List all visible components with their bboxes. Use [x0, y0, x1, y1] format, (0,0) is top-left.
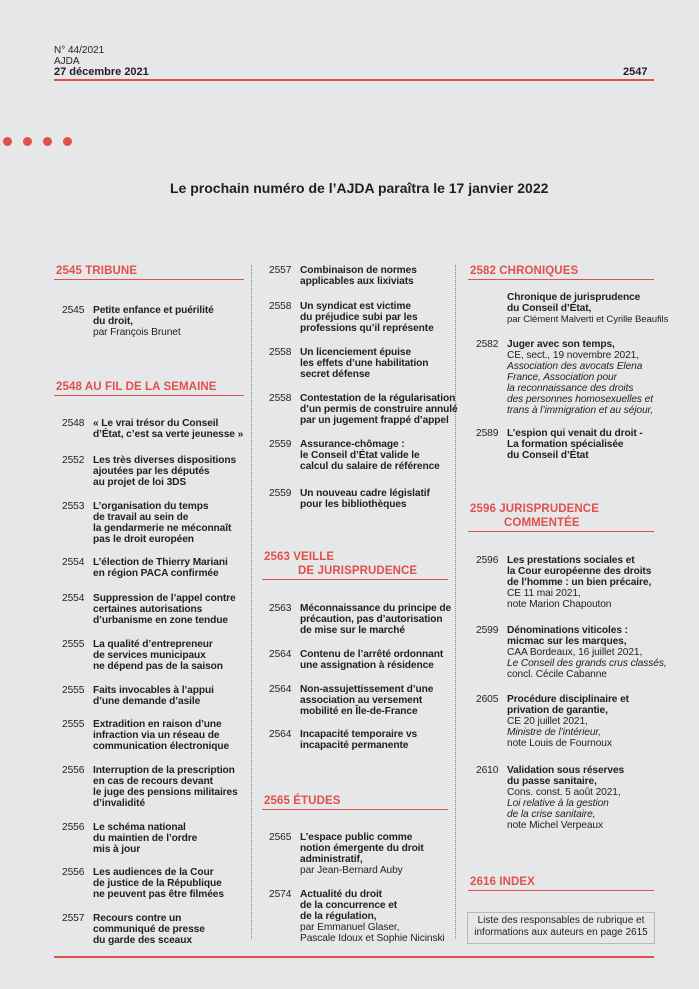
journal-name: AJDA — [54, 56, 80, 67]
entry-title: du passe sanitaire, — [507, 776, 597, 787]
entry-page: 2556 — [62, 822, 85, 833]
entry-ref: CE, sect., 19 novembre 2021, — [507, 350, 639, 361]
entry-page: 2552 — [62, 455, 85, 466]
entry-title: Les prestations sociales et — [507, 555, 635, 566]
entry-title: les effets d’une habilitation — [300, 358, 429, 369]
entry-title: de la régulation, — [300, 911, 377, 922]
entry-title: Méconnaissance du principe de — [300, 603, 452, 614]
entry-title: micmac sur les marques, — [507, 636, 627, 647]
entry-detail: CAA Bordeaux, 16 juillet 2021, — [507, 647, 643, 658]
entry-page: 2564 — [269, 649, 292, 660]
page-number: 2547 — [623, 66, 648, 78]
entry-title: « Le vrai trésor du Conseil — [93, 418, 219, 429]
decorative-dot — [23, 137, 32, 146]
entry-page: 2605 — [476, 694, 499, 705]
entry-title: ne peuvent pas être filmées — [93, 889, 224, 900]
entry-title: par un jugement frappé d’appel — [300, 415, 449, 426]
section-title-veille — [264, 550, 417, 578]
section-title-au-fil: 2548 AU FIL DE LA SEMAINE — [56, 381, 217, 393]
entry-detail: Ministre de l’intérieur, — [507, 727, 601, 738]
section-rule — [468, 531, 654, 532]
entry-party: la reconnaissance des droits — [507, 383, 634, 394]
entry-title: privation de garantie, — [507, 705, 608, 716]
entry-title: ajoutées par les députés — [93, 466, 210, 477]
entry-detail: CE 20 juillet 2021, — [507, 716, 588, 727]
entry-title: au projet de loi 3DS — [93, 477, 187, 488]
entry-title: La qualité d’entrepreneur — [93, 639, 213, 650]
entry-page: 2582 — [476, 339, 499, 350]
entry-title: le juge des pensions militaires — [93, 787, 238, 798]
entry-detail: de la crise sanitaire, — [507, 809, 596, 820]
entry-title: Contestation de la régularisation — [300, 393, 456, 404]
entry-page: 2545 — [62, 305, 85, 316]
entry-title: Un nouveau cadre législatif — [300, 488, 430, 499]
entry-title: mis à jour — [93, 844, 141, 855]
entry-page: 2599 — [476, 625, 499, 636]
section-title-line: COMMENTÉE — [504, 517, 580, 529]
entry-title: d’urbanisme en zone tendue — [93, 615, 228, 626]
section-title-line: DE JURISPRUDENCE — [298, 565, 418, 577]
entry-title: Incapacité temporaire vs — [300, 729, 418, 740]
entry-detail: note Michel Verpeaux — [507, 820, 603, 831]
entry-title: en cas de recours devant — [93, 776, 213, 787]
entry-title: du droit, — [93, 316, 133, 327]
entry-title: ne dépend pas de la saison — [93, 661, 223, 672]
entry-title: professions qu’il représente — [300, 323, 434, 334]
entry-title: mobilité en Île-de-France — [300, 706, 418, 717]
column-separator — [251, 265, 252, 939]
entry-title: d’une demande d’asile — [93, 696, 201, 707]
entry-page: 2574 — [269, 889, 292, 900]
entry-party: trans à l’immigration et au séjour, — [507, 405, 653, 416]
entry-title: Interruption de la prescription — [93, 765, 235, 776]
index-line: informations aux auteurs en page 2615 — [474, 927, 648, 938]
entry-page: 2564 — [269, 729, 292, 740]
entry-party: des personnes homosexuelles et — [507, 394, 653, 405]
entry-title: L’organisation du temps — [93, 501, 209, 512]
entry-title: Contenu de l’arrêté ordonnant — [300, 649, 444, 660]
entry-title: pas le droit européen — [93, 534, 194, 545]
entry-page: 2559 — [269, 439, 292, 450]
entry-title: du Conseil d’État, — [507, 303, 592, 314]
entry-title: en région PACA confirmée — [93, 568, 219, 579]
entry-title: Validation sous réserves — [507, 765, 625, 776]
entry-title: Faits invocables à l’appui — [93, 685, 214, 696]
entry-detail: concl. Cécile Cabanne — [507, 669, 607, 680]
entry-detail: Cons. const. 5 août 2021, — [507, 787, 621, 798]
entry-title: applicables aux lixiviats — [300, 276, 414, 287]
section-rule — [468, 279, 654, 280]
entry-page: 2558 — [269, 347, 292, 358]
section-rule — [262, 579, 448, 580]
entry-page: 2553 — [62, 501, 85, 512]
entry-page: 2610 — [476, 765, 499, 776]
entry-title: d’État, c’est sa verte jeunesse » — [93, 429, 244, 440]
entry-title: de la concurrence et — [300, 900, 398, 911]
entry-page: 2589 — [476, 428, 499, 439]
entry-detail: Le Conseil des grands crus classés, — [507, 658, 667, 669]
issue-number: N° 44/2021 — [54, 45, 105, 56]
entry-title: de justice de la République — [93, 878, 222, 889]
header-rule — [54, 79, 654, 81]
entry-title: association au versement — [300, 695, 423, 706]
section-rule — [262, 809, 448, 810]
entry-title: Juger avec son temps, — [507, 339, 615, 350]
entry-page: 2555 — [62, 685, 85, 696]
section-rule — [54, 395, 244, 396]
entry-detail: CE 11 mai 2021, — [507, 588, 581, 599]
entry-title: Recours contre un — [93, 913, 182, 924]
entry-page: 2556 — [62, 765, 85, 776]
entry-title: d’invalidité — [93, 798, 146, 809]
entry-page: 2565 — [269, 832, 292, 843]
entry-title: de travail au sein de — [93, 512, 189, 523]
footer-rule — [54, 956, 654, 958]
entry-title: incapacité permanente — [300, 740, 409, 751]
index-line: Liste des responsables de rubrique et — [477, 915, 645, 926]
entry-page: 2559 — [269, 488, 292, 499]
entry-page: 2556 — [62, 867, 85, 878]
entry-title: de mise sur le marché — [300, 625, 405, 636]
entry-page: 2554 — [62, 593, 85, 604]
announcement: Le prochain numéro de l’AJDA paraîtra le 17 janvier 2022 — [170, 180, 549, 196]
entry-title: pour les bibliothèques — [300, 499, 407, 510]
entry-page: 2557 — [269, 265, 292, 276]
decorative-dot — [63, 137, 72, 146]
entry-title: la Cour européenne des droits — [507, 566, 652, 577]
entry-detail: par Jean-Bernard Auby — [300, 865, 403, 876]
entry-title: Procédure disciplinaire et — [507, 694, 629, 705]
entry-title: Un syndicat est victime — [300, 301, 411, 312]
entry-title: de l’homme : un bien précaire, — [507, 577, 652, 588]
decorative-dot — [3, 137, 12, 146]
entry-title: du garde des sceaux — [93, 935, 192, 946]
entry-detail: note Louis de Fournoux — [507, 738, 612, 749]
entry-title: d’un permis de construire annulé — [300, 404, 458, 415]
entry-page: 2558 — [269, 393, 292, 404]
entry-title: le Conseil d’État valide le — [300, 450, 420, 461]
entry-title: infraction via un réseau de — [93, 730, 220, 741]
entry-title: Suppression de l’appel contre — [93, 593, 236, 604]
section-title-jurisprudence — [470, 502, 599, 530]
entry-title: L’élection de Thierry Mariani — [93, 557, 228, 568]
entry-title: calcul du salaire de référence — [300, 461, 440, 472]
entry-title: précaution, pas d’autorisation — [300, 614, 443, 625]
entry-party: Association des avocats Elena — [507, 361, 643, 372]
entry-title: une assignation à résidence — [300, 660, 434, 671]
entry-title: Extradition en raison d’une — [93, 719, 222, 730]
entry-detail: par Emmanuel Glaser, — [300, 922, 400, 933]
issue-date: 27 décembre 2021 — [54, 66, 149, 78]
entry-title: administratif, — [300, 854, 363, 865]
decorative-dot — [43, 137, 52, 146]
entry-page: 2554 — [62, 557, 85, 568]
entry-title: La formation spécialisée — [507, 439, 624, 450]
entry-page: 2563 — [269, 603, 292, 614]
section-title-etudes: 2565 ÉTUDES — [264, 795, 341, 807]
entry-title: Actualité du droit — [300, 889, 382, 900]
entry-page: 2555 — [62, 719, 85, 730]
section-title-chroniques: 2582 CHRONIQUES — [470, 265, 579, 277]
column-separator — [455, 265, 456, 939]
entry-title: certaines autorisations — [93, 604, 203, 615]
entry-page: 2548 — [62, 418, 85, 429]
entry-party: France, Association pour — [507, 372, 617, 383]
entry-title: Combinaison de normes — [300, 265, 417, 276]
entry-title: Les très diverses dispositions — [93, 455, 237, 466]
entry-author: par François Brunet — [93, 327, 181, 338]
entry-title: du préjudice subi par les — [300, 312, 418, 323]
entry-title: Dénominations viticoles : — [507, 625, 628, 636]
entry-title: Assurance-chômage : — [300, 439, 405, 450]
entry-author: par Clément Malverti et Cyrille Beaufils — [507, 314, 669, 325]
section-title-line: 2596 JURISPRUDENCE — [470, 503, 599, 515]
section-title-tribune: 2545 TRIBUNE — [56, 265, 138, 277]
entry-page: 2555 — [62, 639, 85, 650]
entry-title: Petite enfance et puérilité — [93, 305, 214, 316]
entry-detail: Loi relative à la gestion — [507, 798, 609, 809]
entry-title: L’espion qui venait du droit - — [507, 428, 643, 439]
entry-title: de services municipaux — [93, 650, 206, 661]
section-rule — [54, 279, 244, 280]
entry-title: L’espace public comme — [300, 832, 413, 843]
index-note — [467, 912, 655, 944]
entry-detail: note Marion Chapouton — [507, 599, 612, 610]
entry-detail: Pascale Idoux et Sophie Nicinski — [300, 933, 445, 944]
entry-page: 2596 — [476, 555, 499, 566]
entry-title: secret défense — [300, 369, 370, 380]
entry-title: la gendarmerie ne méconnaît — [93, 523, 232, 534]
entry-title: communication électronique — [93, 741, 230, 752]
section-rule — [468, 890, 654, 891]
entry-title: Un licenciement épuise — [300, 347, 412, 358]
entry-title: communiqué de presse — [93, 924, 205, 935]
entry-title: notion émergente du droit — [300, 843, 424, 854]
section-title-index: 2616 INDEX — [470, 876, 535, 888]
entry-title: Les audiences de la Cour — [93, 867, 214, 878]
entry-title: du Conseil d’État — [507, 450, 589, 461]
entry-title: Non-assujettissement d’une — [300, 684, 434, 695]
entry-title: du maintien de l’ordre — [93, 833, 198, 844]
entry-page: 2564 — [269, 684, 292, 695]
entry-page: 2558 — [269, 301, 292, 312]
entry-title: Le schéma national — [93, 822, 186, 833]
entry-title: Chronique de jurisprudence — [507, 292, 641, 303]
section-title-line: 2563 VEILLE — [264, 551, 335, 563]
entry-page: 2557 — [62, 913, 85, 924]
